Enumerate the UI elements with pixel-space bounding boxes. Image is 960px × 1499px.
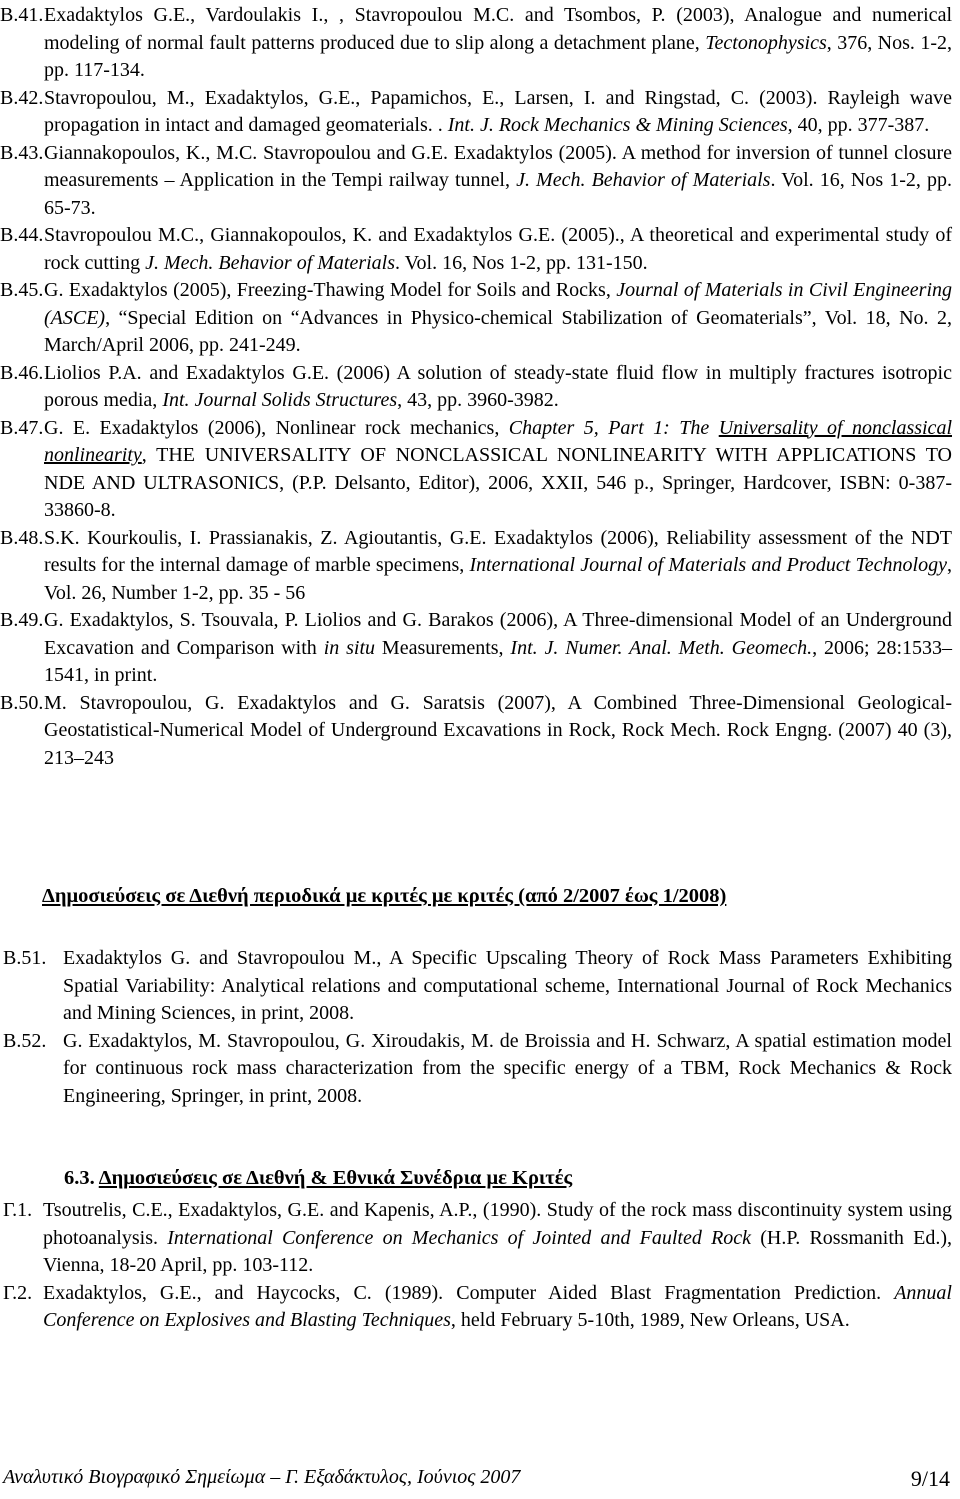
reference-segment: , “Special Edition on “Advances in Physico-chemical Stabilization of Geomaterials”, Vol. 18, No. 2, March/April 2006, pp. 241-249. [44,306,952,356]
page-number: 9/14 [910,1466,950,1491]
reference-item [0,277,952,360]
reference-segment: G. Exadaktylos (2005), Freezing-Thawing Model for Soils and Rocks, [44,279,617,301]
reference-text [44,525,952,608]
reference-item [0,140,952,223]
reference-segment: Stavropoulou, M., Exadaktylos, G.E., Papamichos, E., Larsen, I. and Ringstad, C. (2003). Rayleigh wave propagation in intact and damaged geomaterials. . [44,86,952,136]
reference-segment: (H.P. Rossmanith Ed.), Vienna, 18-20 April, pp. 103-112. [43,1226,952,1276]
reference-item [0,360,952,415]
reference-number: B.51. [3,947,47,969]
reference-segment: Exadaktylos, G.E., and Haycocks, C. (1989). Computer Aided Blast Fragmentation Prediction. [43,1281,895,1304]
reference-number: B.50. [0,691,44,714]
reference-italic-segment: International Journal of Materials and Product Technology [469,554,947,576]
reference-segment: , 376, Nos. 1-2, pp. 117-134. [44,31,952,81]
reference-list-2 [3,945,952,1110]
reference-segment: S.K. Kourkoulis, I. Prassianakis, Z. Agioutantis, G.E. Exadaktylos (2006), Reliability assessment of the NDT results for the internal damage of marble specimens, [44,526,952,576]
reference-text [44,2,952,85]
reference-segment: Tsoutrelis, C.E., Exadaktylos, G.E. and Kapenis, A.P., (1990). Study of the rock mass discontinuity system using photoanalysis. [43,1199,952,1249]
reference-text [44,415,952,525]
heading-text: Δημοσιεύσεις σε Διεθνή & Εθνικά Συνέδρια με Κριτές [98,1167,573,1189]
reference-number: B.41. [0,4,44,26]
section-heading-international-journals [42,885,726,908]
reference-text [44,140,952,223]
reference-segment: Giannakopoulos, K., M.C. Stavropoulou and G.E. Exadaktylos (2005). A method for inversion of tunnel closure measurements – Application in the Tempi railway tunnel, [44,141,952,191]
reference-segment: Liolios P.A. and Exadaktylos G.E. (2006) A solution of steady-state fluid flow in multiply fractures isotropic porous media, [44,361,952,411]
page-footer [3,1466,950,1492]
reference-text [44,360,952,415]
reference-item [0,222,952,277]
reference-italic-segment: Int. J. Rock Mechanics & Mining Sciences [447,114,788,136]
reference-italic-segment: Annual Conference on Explosives and Blasting Techniques [43,1281,952,1331]
heading-number: 6.3. [64,1167,95,1189]
reference-italic-segment: in situ [323,636,376,659]
reference-number: B.48. [0,526,44,549]
reference-number: B.46. [0,361,44,384]
reference-segment: , 43, pp. 3960-3982. [397,389,559,411]
reference-segment: , held February 5-10th, 1989, New Orleans, USA. [450,1309,850,1331]
reference-segment: G. E. Exadaktylos (2006), Nonlinear rock mechanics, [44,416,509,439]
reference-item [0,690,952,773]
reference-number: B.45. [0,279,44,301]
reference-item [0,525,952,608]
reference-item [3,945,952,1028]
reference-text [43,1197,952,1280]
reference-text [63,1028,952,1111]
reference-segment: . Vol. 16, Nos 1-2, pp. 131-150. [395,251,648,274]
footer-title: Αναλυτικό Βιογραφικό Σημείωμα – Γ. Εξαδάκτυλος, Ιούνιος 2007 [3,1466,521,1488]
reference-item [3,1280,952,1335]
reference-italic-segment: J. Mech. Behavior of Materials [516,169,771,191]
reference-segment: M. Stavropoulou, G. Exadaktylos and G. Saratsis (2007), A Combined Three-Dimensional Geological-Geostatistical-Numerical Model of Underground Excavations in Rock, Rock Mech. Rock Engng. (2007) 40 (3), 213–243 [44,691,952,769]
reference-italic-segment: Chapter 5, Part 1: The [508,416,719,439]
reference-segment: Exadaktylos G.E., Vardoulakis I., , Stavropoulou M.C. and Tsombos, P. (2003), Analogue and numerical modeling of normal fault patterns produced due to slip along a detachment plane, [44,4,952,54]
reference-segment: G. Exadaktylos, M. Stavropoulou, G. Xiroudakis, M. de Broissia and H. Schwarz, A spatial estimation model for continuous rock mass characterization from the specific energy of a TBM, Rock Mechanics & Rock Engineering, Springer, in print, 2008. [63,1029,952,1107]
reference-segment: , Vol. 26, Number 1-2, pp. 35 - 56 [44,554,952,604]
reference-item [3,1197,952,1280]
reference-text [43,1280,952,1335]
reference-italic-segment: Journal of Materials in Civil Engineering (ASCE) [44,279,953,329]
reference-segment: , 40, pp. 377-387. [787,114,930,136]
reference-segment: Measurements, [375,636,511,659]
reference-number: Γ.1. [3,1199,33,1221]
reference-text [63,945,952,1028]
reference-segment: , THE UNIVERSALITY OF NONCLASSICAL NONLINEARITY WITH APPLICATIONS TO NDE AND ULTRASONICS, (P.P. Delsanto, Editor), 2006, XXII, 546 p., Springer, Hardcover, ISBN: 0-387-33860-8. [44,444,952,521]
reference-text [44,222,952,277]
reference-segment: G. Exadaktylos, S. Tsouvala, P. Liolios and G. Barakos (2006), A Three-dimensional Model of an Underground Excavation and Comparison with [44,609,952,659]
reference-number: B.52. [3,1029,47,1052]
reference-italic-segment: Int. J. Numer. Anal. Meth. Geomech. [510,636,813,659]
reference-number: Γ.2. [3,1281,33,1304]
reference-number: B.43. [0,141,44,164]
reference-item [0,85,952,140]
reference-list-1 [0,2,952,772]
reference-number: B.49. [0,609,44,631]
section-heading-conferences [64,1167,572,1190]
reference-italic-segment: Tectonophysics [705,31,827,54]
reference-segment: Exadaktylos G. and Stavropoulou M., A Specific Upscaling Theory of Rock Mass Parameters Exhibiting Spatial Variability: Analytical relations and computational scheme, International Journal of Rock Mechanics and Mining Sciences, in print, 2008. [63,947,952,1024]
reference-text [44,277,952,360]
reference-text [44,607,952,690]
reference-number: B.47. [0,416,44,439]
reference-text [44,690,952,773]
reference-number: B.44. [0,224,44,246]
reference-segment: Stavropoulou M.C., Giannakopoulos, K. and Exadaktylos G.E. (2005)., A theoretical and experimental study of rock cutting [44,224,952,274]
reference-segment: . Vol. 16, Nos 1-2, pp. 65-73. [44,169,952,219]
heading-text: Δημοσιεύσεις σε Διεθνή περιοδικά με κριτές με κριτές (από 2/2007 έως 1/2008) [42,885,727,907]
reference-item [3,1028,952,1111]
reference-number: B.42. [0,86,44,109]
reference-item [0,415,952,525]
reference-item [0,607,952,690]
reference-list-3 [3,1197,952,1335]
reference-italic-segment: International Conference on Mechanics of Jointed and Faulted Rock [167,1226,752,1249]
reference-item [0,2,952,85]
reference-italic-segment: Universality of nonclassical nonlinearity [44,416,952,466]
reference-segment: , 2006; 28:1533–1541, in print. [44,636,953,686]
reference-italic-segment: Int. Journal Solids Structures [162,389,398,411]
reference-text [44,85,952,140]
reference-italic-segment: J. Mech. Behavior of Materials [145,251,396,274]
